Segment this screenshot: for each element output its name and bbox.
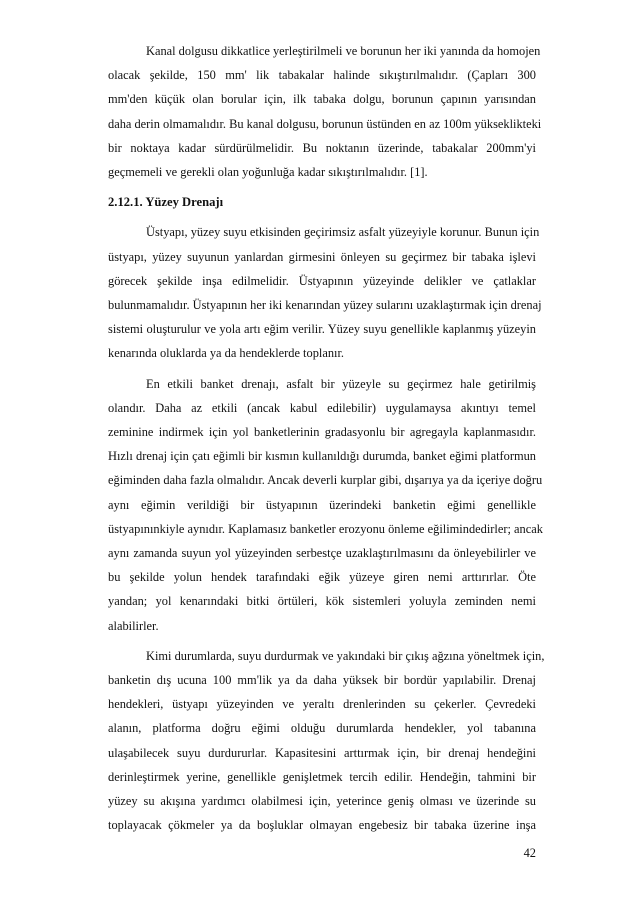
- paragraph-2-line-4: bulunmamalıdır. Üstyapının her iki kenarından yüzey sularını uzaklaştırmak için drenaj: [108, 298, 542, 312]
- paragraph-3-line-6: aynı eğimin verildiği bir üstyapının üzerindeki banketin eğimi genellikle: [108, 498, 536, 512]
- paragraph-3-line-11: alabilirler.: [108, 619, 159, 633]
- paragraph-4-line-8: toplayacak çökmeler ya da boşluklar olmayan engebesiz bir tabaka üzerine inşa: [108, 818, 536, 832]
- paragraph-3-line-4: Hızlı drenaj için çatı eğimli bir kısmın kullanıldığı durumda, banket eğimi platformun: [108, 449, 536, 463]
- paragraph-1-line-1: Kanal dolgusu dikkatlice yerleştirilmeli ve borunun her iki yanında da homojen: [146, 44, 541, 58]
- paragraph-3-line-7: üstyapınınkiyle aynıdır. Kaplamasız banketler erozyonu önleme eğilimindedirler; ancak: [108, 522, 543, 536]
- paragraph-4-line-4: alanın, platforma doğru eğimi olduğu durumlarda hendekler, yol tabanına: [108, 721, 536, 735]
- paragraph-1-line-6: geçmemeli ve gerekli olan yoğunluğa kadar sıkıştırılmalıdır. [1].: [108, 165, 428, 179]
- page-number: 42: [523, 846, 536, 860]
- paragraph-2-line-1: Üstyapı, yüzey suyu etkisinden geçirimsiz asfalt yüzeyiyle korunur. Bunun için: [146, 225, 540, 239]
- paragraph-1-line-2: olacak şekilde, 150 mm' lik tabakalar halinde sıkıştırılmalıdır. (Çapları 300: [108, 68, 536, 82]
- paragraph-3-line-3: zeminine indirmek için yol banketlerinin gradasyonlu bir agregayla kaplanmasıdır.: [108, 425, 536, 439]
- paragraph-4-line-2: banketin dış ucuna 100 mm'lik ya da daha yüksek bir bordür yapılabilir. Drenaj: [108, 673, 536, 687]
- paragraph-2-line-6: kenarında oluklarda ya da hendeklerde toplanır.: [108, 346, 345, 360]
- paragraph-3-line-8: aynı zamanda suyun yol yüzeyinden serbestçe uzaklaştırılmasını da önleyebilirler ve: [108, 546, 536, 560]
- paragraph-2-line-5: sistemi oluşturulur ve yola artı eğim verilir. Yüzey suyu genellikle kaplanmış yüzeyin: [108, 322, 536, 336]
- paragraph-1-line-4: daha derin olmamalıdır. Bu kanal dolgusu, borunun üstünden en az 100m yükseklikteki: [108, 117, 542, 131]
- paragraph-3-line-1: En etkili banket drenajı, asfalt bir yüzeyle su geçirmez hale getirilmiş: [146, 377, 536, 391]
- paragraph-2-line-3: görecek şekilde inşa edilmelidir. Üstyapının yüzeyinde delikler ve çatlaklar: [108, 274, 536, 288]
- paragraph-3-line-2: olandır. Daha az etkili (ancak kabul edilebilir) uygulamaysa akıntıyı temel: [108, 401, 536, 415]
- section-heading: 2.12.1. Yüzey Drenajı: [108, 195, 224, 209]
- paragraph-4-line-6: derinleştirmek yerine, genellikle genişletmek tercih edilir. Hendeğin, tahmini bir: [108, 770, 536, 784]
- paragraph-4-line-3: hendekleri, üstyapı yüzeyinden ve yeraltı drenlerinden su çekerler. Çevredeki: [108, 697, 536, 711]
- paragraph-4-line-5: ulaşabilecek suyu durdururlar. Kapasitesini arttırmak için, bir drenaj hendeğini: [108, 746, 536, 760]
- paragraph-3-line-10: yandan; yol kenarındaki bitki örtüleri, kök sistemleri yoluyla zeminden nemi: [108, 594, 536, 608]
- paragraph-2-line-2: üstyapı, yüzey suyunun yanlardan girmesini önleyen su geçirmez bir tabaka işlevi: [108, 250, 536, 264]
- paragraph-4-line-7: yüzey su akışına yardımcı olabilmesi için, yeterince geniş olması ve üzerinde su: [108, 794, 536, 808]
- paragraph-3-line-9: bu şekilde yolun hendek tarafındaki eğik yüzeye giren nemi arttırırlar. Öte: [108, 570, 536, 584]
- paragraph-3-line-5: eğiminden daha fazla olmalıdır. Ancak deverli kurplar gibi, dışarıya ya da içeriye doğru: [108, 473, 543, 487]
- paragraph-1-line-5: bir noktaya kadar sürdürülmelidir. Bu noktanın üzerinde, tabakalar 200mm'yi: [108, 141, 536, 155]
- paragraph-1-line-3: mm'den küçük olan borular için, ilk tabaka dolgu, borunun çapının yarısından: [108, 92, 536, 106]
- paragraph-4-line-1: Kimi durumlarda, suyu durdurmak ve yakındaki bir çıkış ağzına yöneltmek için,: [146, 649, 545, 663]
